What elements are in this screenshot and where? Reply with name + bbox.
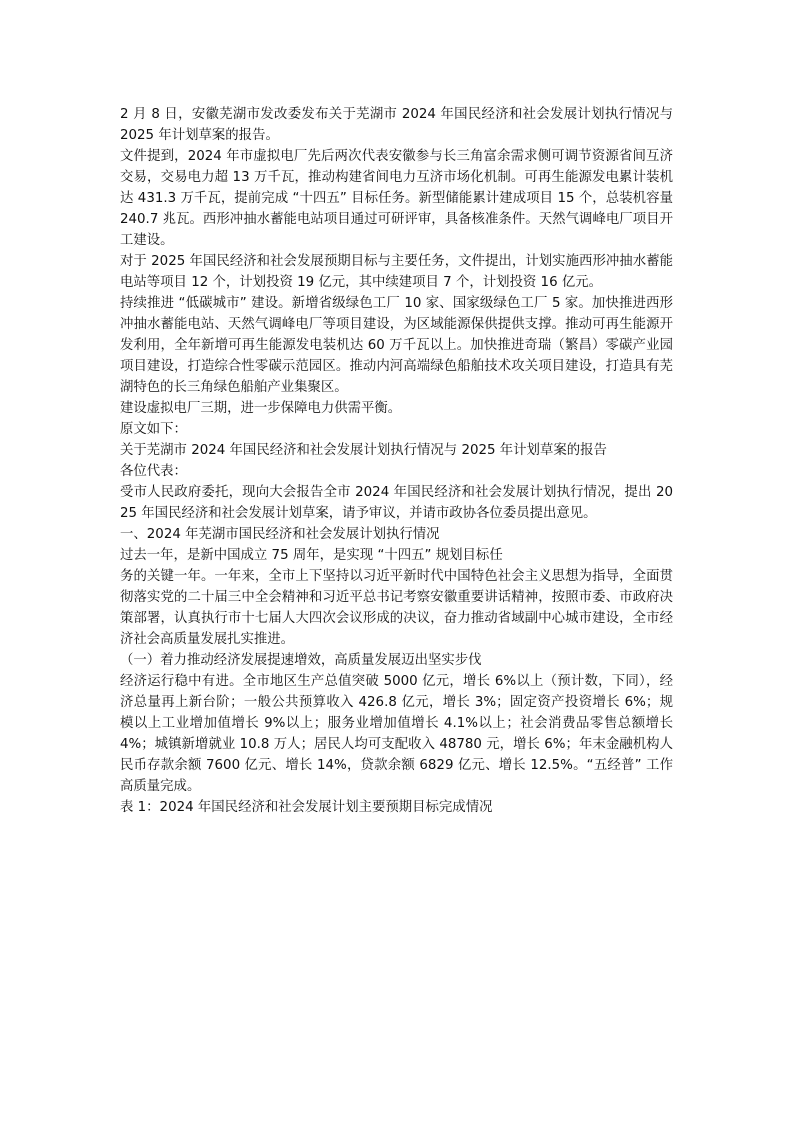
original-text-label: 原文如下： (120, 422, 187, 437)
report-intro-paragraph: 受市人民政府委托，现向大会报告全市 2024 年国民经济和社会发展计划执行情况，提出 2025 年国民经济和社会发展计划草案，请予审议，并请市政协各位委员提出意见。 (120, 485, 673, 521)
table-caption: 表 1：2024 年国民经济和社会发展计划主要预期目标完成情况 (120, 800, 493, 815)
low-carbon-paragraph: 持续推进 “低碳城市” 建设。新增省级绿色工厂 10 家、国家级绿色工厂 5 家。加快推进西形冲抽水蓄能电站、天然气调峰电厂等项目建设，为区域能源保供提供支撑。推动可再生能源开发利用，全年新增可再生能源发电装机达 60 万千瓦以上。加快推进奇瑞（繁昌）零碳产业园项目建设，打造综合性零碳示范园区。推动内河高端绿色船舶技术攻关项目建设，打造具有芜湖特色的长三角绿色船舶产业集聚区。 (120, 296, 673, 395)
past-year-line: 过去一年，是新中国成立 75 周年，是实现 “十四五” 规划目标任 (120, 548, 503, 563)
past-year-paragraph: 务的关键一年。一年来，全市上下坚持以习近平新时代中国特色社会主义思想为指导，全面贯彻落实党的二十届三中全会精神和习近平总书记考察安徽重要讲话精神，按照市委、市政府决策部署，认真执行市十七届人大四次会议形成的决议，奋力推动省域副中心城市建设，全市经济社会高质量发展扎实推进。 (120, 569, 673, 647)
plan-2025-paragraph: 对于 2025 年国民经济和社会发展预期目标与主要任务，文件提出，计划实施西形冲抽水蓄能电站等项目 12 个，计划投资 19 亿元，其中续建项目 7 个，计划投资 16 亿元。 (120, 254, 673, 290)
section-heading-1: 一、2024 年芜湖市国民经济和社会发展计划执行情况 (120, 527, 440, 542)
salutation: 各位代表： (120, 464, 187, 479)
report-title: 关于芜湖市 2024 年国民经济和社会发展计划执行情况与 2025 年计划草案的报告 (120, 443, 607, 458)
economy-paragraph: 经济运行稳中有进。全市地区生产总值突破 5000 亿元，增长 6%以上（预计数，下同），经济总量再上新台阶；一般公共预算收入 426.8 亿元，增长 3%；固定资产投资增长 6%；规模以上工业增加值增长 9%以上；服务业增加值增长 4.1%以上；社会消费品零售总额增长 4%；城镇新增就业 10.8 万人；居民人均可支配收入 48780 元，增长 6%；年末金融机构人民币存款余额 7600 亿元、增长 14%，贷款余额 6829 亿元、增长 12.5%。“五经普” 工作高质量完成。 (120, 674, 673, 794)
document-page (120, 104, 673, 818)
news-lead-paragraph: 2 月 8 日，安徽芜湖市发改委发布关于芜湖市 2024 年国民经济和社会发展计划执行情况与 2025 年计划草案的报告。 (120, 107, 673, 143)
virtual-power-plant-paragraph: 建设虚拟电厂三期，进一步保障电力供需平衡。 (120, 401, 402, 416)
energy-summary-paragraph: 文件提到，2024 年市虚拟电厂先后两次代表安徽参与长三角富余需求侧可调节资源省间互济交易，交易电力超 13 万千瓦，推动构建省间电力互济市场化机制。可再生能源发电累计装机达 431.3 万千瓦，提前完成 “十四五” 目标任务。新型储能累计建成项目 15 个，总装机容量 240.7 兆瓦。西形冲抽水蓄能电站项目通过可研评审，具备核准条件。天然气调峰电厂项目开工建设。 (120, 149, 673, 248)
subsection-heading-1: （一）着力推动经济发展提速增效，高质量发展迈出坚实步伐 (120, 653, 482, 668)
